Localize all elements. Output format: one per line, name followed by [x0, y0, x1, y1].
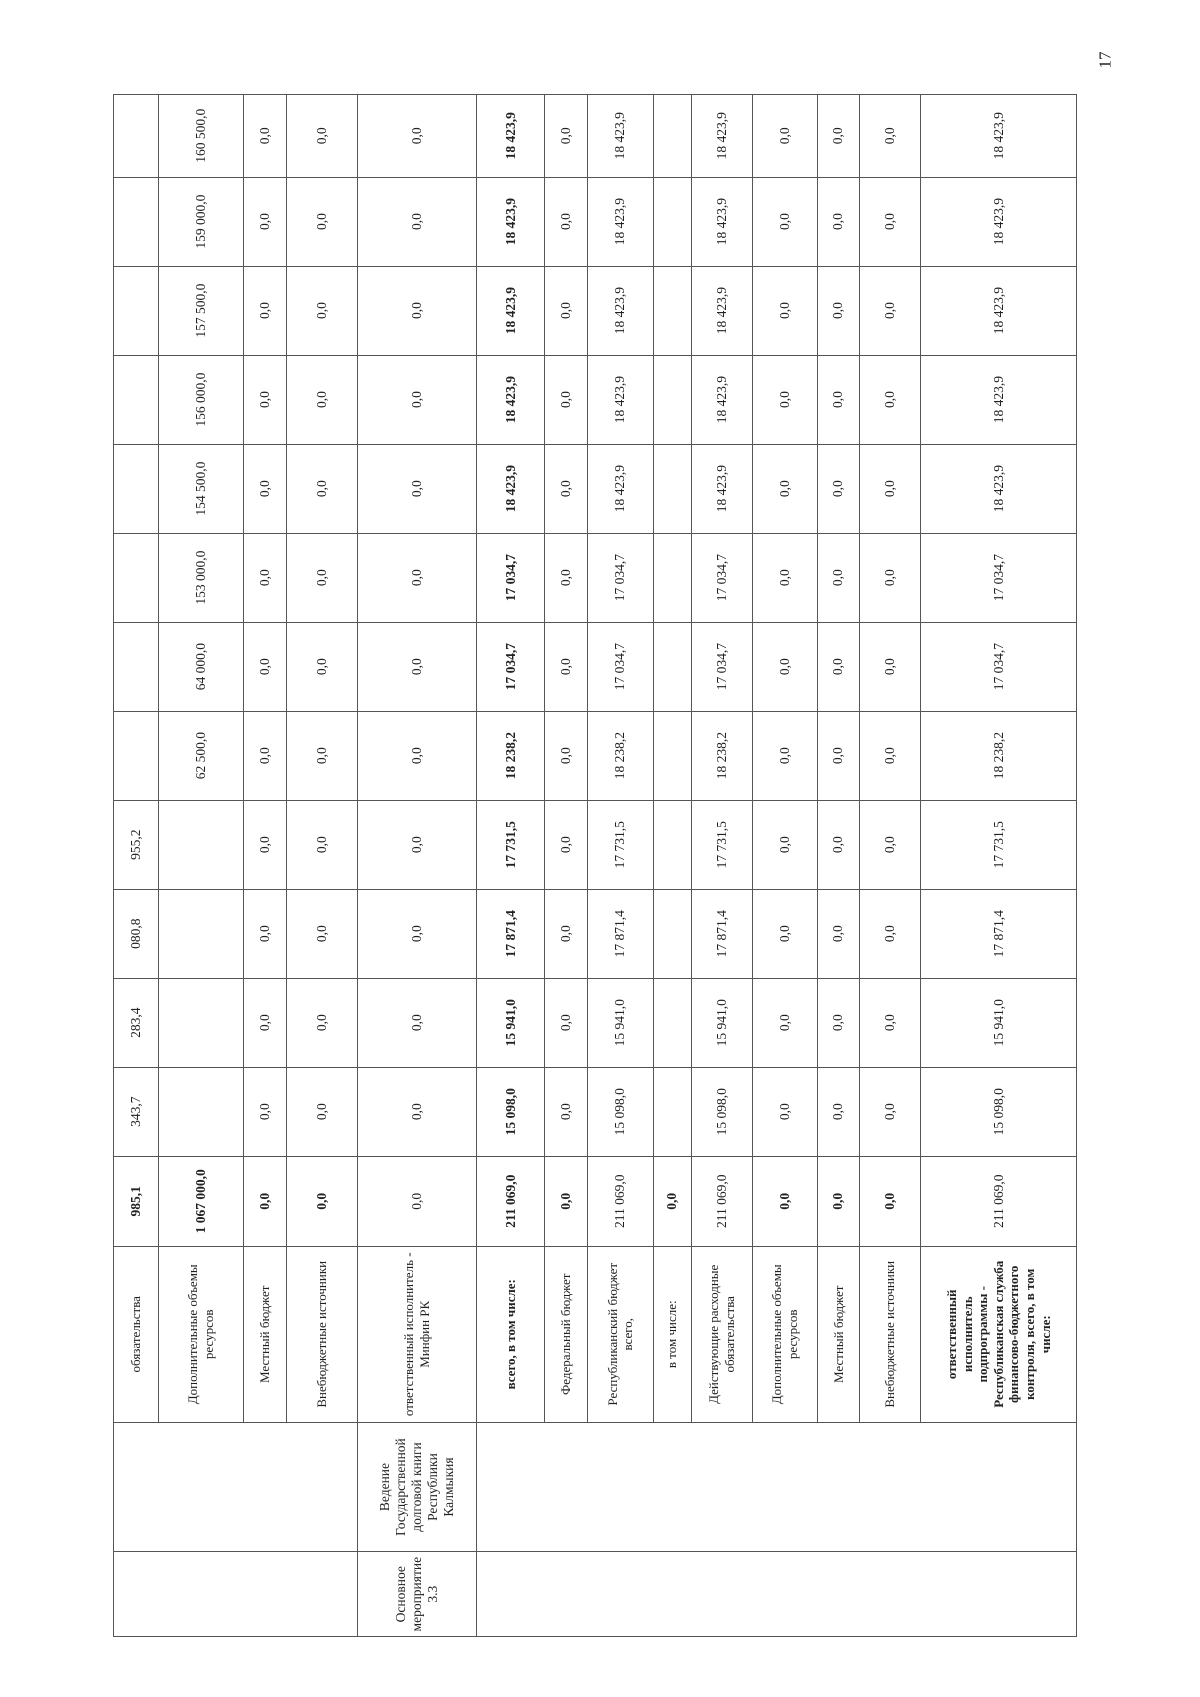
value-cell: 0,0 — [545, 266, 587, 355]
value-cell: 0,0 — [357, 1067, 476, 1156]
value-cell: 0,0 — [817, 177, 859, 266]
value-cell: 0,0 — [287, 800, 358, 889]
value-cell — [653, 177, 691, 266]
value-cell: 0,0 — [817, 1156, 859, 1246]
value-cell: 17 731,5 — [477, 800, 545, 889]
table-row — [477, 95, 545, 1637]
value-cell: 0,0 — [860, 355, 921, 444]
value-cell — [158, 800, 243, 889]
table-row — [653, 95, 691, 1637]
value-cell: 0,0 — [243, 533, 287, 622]
value-cell: 0,0 — [860, 1067, 921, 1156]
value-cell: 0,0 — [287, 444, 358, 533]
value-cell: 0,0 — [817, 266, 859, 355]
value-cell: 0,0 — [243, 711, 287, 800]
value-cell: 18 423,9 — [921, 177, 1077, 266]
value-cell: 18 423,9 — [477, 266, 545, 355]
value-cell: 17 731,5 — [921, 800, 1077, 889]
value-cell: 17 034,7 — [921, 622, 1077, 711]
value-cell: 18 423,9 — [587, 95, 653, 178]
value-cell: 17 034,7 — [477, 533, 545, 622]
value-cell — [114, 533, 159, 622]
value-cell: 17 871,4 — [587, 889, 653, 978]
value-cell: 0,0 — [357, 800, 476, 889]
value-cell: 0,0 — [287, 1067, 358, 1156]
value-cell — [158, 889, 243, 978]
value-cell: 64 000,0 — [158, 622, 243, 711]
value-cell: 18 423,9 — [691, 177, 752, 266]
value-cell: 955,2 — [114, 800, 159, 889]
value-cell: 1 067 000,0 — [158, 1156, 243, 1246]
value-cell: 153 000,0 — [158, 533, 243, 622]
table-row — [587, 95, 653, 1637]
value-cell: 17 731,5 — [691, 800, 752, 889]
value-cell: 283,4 — [114, 978, 159, 1067]
value-cell: 0,0 — [752, 889, 817, 978]
value-cell: 0,0 — [357, 177, 476, 266]
value-cell: 0,0 — [357, 1156, 476, 1246]
value-cell: 0,0 — [545, 355, 587, 444]
row-label: Республиканский бюджет всего, — [587, 1246, 653, 1422]
value-cell: 18 423,9 — [921, 444, 1077, 533]
value-cell: 154 500,0 — [158, 444, 243, 533]
value-cell: 0,0 — [545, 1156, 587, 1246]
program-name-cell — [114, 1422, 358, 1552]
row-label: Дополнительные объемы ресурсов — [752, 1246, 817, 1422]
value-cell: 159 000,0 — [158, 177, 243, 266]
value-cell: 0,0 — [545, 95, 587, 178]
row-label: Местный бюджет — [243, 1246, 287, 1422]
value-cell: 0,0 — [752, 355, 817, 444]
row-label: всего, в том числе: — [477, 1246, 545, 1422]
group-cell — [477, 1552, 1077, 1637]
value-cell — [653, 533, 691, 622]
value-cell: 18 423,9 — [921, 95, 1077, 178]
value-cell: 0,0 — [545, 978, 587, 1067]
value-cell: 18 238,2 — [921, 711, 1077, 800]
value-cell: 0,0 — [860, 444, 921, 533]
value-cell: 0,0 — [357, 95, 476, 178]
value-cell: 0,0 — [545, 444, 587, 533]
value-cell: 0,0 — [287, 1156, 358, 1246]
value-cell: 15 098,0 — [921, 1067, 1077, 1156]
value-cell — [653, 622, 691, 711]
value-cell: 0,0 — [357, 711, 476, 800]
value-cell: 0,0 — [357, 533, 476, 622]
value-cell: 211 069,0 — [587, 1156, 653, 1246]
value-cell: 0,0 — [817, 1067, 859, 1156]
value-cell: 160 500,0 — [158, 95, 243, 178]
value-cell: 18 423,9 — [477, 355, 545, 444]
value-cell: 0,0 — [357, 978, 476, 1067]
value-cell: 15 098,0 — [587, 1067, 653, 1156]
value-cell: 0,0 — [752, 266, 817, 355]
value-cell: 0,0 — [287, 978, 358, 1067]
table-row — [545, 95, 587, 1637]
value-cell: 156 000,0 — [158, 355, 243, 444]
value-cell: 18 423,9 — [587, 177, 653, 266]
value-cell: 0,0 — [860, 1156, 921, 1246]
group-cell: Основное мероприятие 3.3 — [357, 1552, 476, 1637]
value-cell — [114, 266, 159, 355]
value-cell: 15 098,0 — [477, 1067, 545, 1156]
value-cell: 0,0 — [817, 711, 859, 800]
value-cell: 18 423,9 — [691, 95, 752, 178]
value-cell: 211 069,0 — [477, 1156, 545, 1246]
value-cell — [114, 444, 159, 533]
value-cell: 0,0 — [653, 1156, 691, 1246]
value-cell: 0,0 — [243, 1156, 287, 1246]
value-cell: 0,0 — [860, 800, 921, 889]
value-cell — [653, 444, 691, 533]
table-row — [752, 95, 817, 1637]
value-cell: 211 069,0 — [921, 1156, 1077, 1246]
value-cell — [653, 266, 691, 355]
value-cell: 0,0 — [860, 978, 921, 1067]
value-cell: 15 941,0 — [691, 978, 752, 1067]
value-cell — [114, 355, 159, 444]
value-cell: 0,0 — [243, 266, 287, 355]
value-cell — [114, 711, 159, 800]
value-cell: 18 423,9 — [477, 177, 545, 266]
row-label: Местный бюджет — [817, 1246, 859, 1422]
value-cell: 18 423,9 — [587, 444, 653, 533]
value-cell: 17 034,7 — [921, 533, 1077, 622]
program-name-cell: Ведение Государственной долговой книги Республики Калмыкия — [357, 1422, 476, 1552]
value-cell: 18 423,9 — [921, 355, 1077, 444]
value-cell: 0,0 — [752, 978, 817, 1067]
table-row — [817, 95, 859, 1637]
value-cell: 17 034,7 — [691, 533, 752, 622]
row-label: Внебюджетные источники — [287, 1246, 358, 1422]
value-cell: 0,0 — [860, 177, 921, 266]
value-cell: 0,0 — [357, 266, 476, 355]
value-cell: 0,0 — [817, 800, 859, 889]
value-cell: 0,0 — [287, 177, 358, 266]
value-cell: 17 871,4 — [921, 889, 1077, 978]
row-label: Федеральный бюджет — [545, 1246, 587, 1422]
value-cell: 0,0 — [243, 95, 287, 178]
row-label: ответственный исполнитель подпрограммы - Республиканская служба финансово-бюджетного контроля, всего, в том числе: — [921, 1246, 1077, 1422]
value-cell: 0,0 — [287, 889, 358, 978]
value-cell: 18 238,2 — [587, 711, 653, 800]
value-cell: 0,0 — [243, 800, 287, 889]
budget-table — [113, 94, 1077, 1637]
value-cell: 15 941,0 — [921, 978, 1077, 1067]
table-row — [243, 95, 287, 1637]
table-row — [158, 95, 243, 1637]
value-cell: 0,0 — [243, 978, 287, 1067]
value-cell: 080,8 — [114, 889, 159, 978]
value-cell: 0,0 — [817, 978, 859, 1067]
value-cell: 17 034,7 — [691, 622, 752, 711]
value-cell: 211 069,0 — [691, 1156, 752, 1246]
value-cell: 62 500,0 — [158, 711, 243, 800]
value-cell: 0,0 — [860, 533, 921, 622]
value-cell: 0,0 — [752, 711, 817, 800]
value-cell: 0,0 — [545, 1067, 587, 1156]
value-cell: 0,0 — [243, 889, 287, 978]
value-cell: 17 871,4 — [477, 889, 545, 978]
value-cell: 0,0 — [243, 177, 287, 266]
value-cell: 17 871,4 — [691, 889, 752, 978]
value-cell — [653, 355, 691, 444]
value-cell — [653, 1067, 691, 1156]
value-cell: 0,0 — [752, 1156, 817, 1246]
value-cell: 0,0 — [287, 622, 358, 711]
value-cell: 17 731,5 — [587, 800, 653, 889]
value-cell: 18 238,2 — [691, 711, 752, 800]
value-cell — [114, 622, 159, 711]
value-cell: 985,1 — [114, 1156, 159, 1246]
value-cell: 18 423,9 — [587, 355, 653, 444]
value-cell — [653, 889, 691, 978]
value-cell: 15 941,0 — [477, 978, 545, 1067]
value-cell: 0,0 — [817, 95, 859, 178]
row-label: Внебюджетные источники — [860, 1246, 921, 1422]
value-cell: 17 034,7 — [477, 622, 545, 711]
value-cell: 18 238,2 — [477, 711, 545, 800]
value-cell: 0,0 — [545, 800, 587, 889]
value-cell — [653, 800, 691, 889]
value-cell: 0,0 — [817, 622, 859, 711]
page-number: 17 — [1095, 51, 1115, 69]
value-cell: 0,0 — [817, 355, 859, 444]
table-row — [287, 95, 358, 1637]
value-cell: 18 423,9 — [691, 355, 752, 444]
value-cell: 0,0 — [545, 177, 587, 266]
value-cell: 343,7 — [114, 1067, 159, 1156]
value-cell: 17 034,7 — [587, 533, 653, 622]
value-cell: 0,0 — [545, 711, 587, 800]
table-row — [921, 95, 1077, 1637]
program-name-cell — [477, 1422, 1077, 1552]
table-row — [860, 95, 921, 1637]
value-cell: 0,0 — [287, 266, 358, 355]
value-cell: 0,0 — [287, 533, 358, 622]
row-label: Действующие расходные обязательства — [691, 1246, 752, 1422]
value-cell: 15 941,0 — [587, 978, 653, 1067]
value-cell: 0,0 — [243, 622, 287, 711]
value-cell: 0,0 — [357, 355, 476, 444]
value-cell: 0,0 — [752, 1067, 817, 1156]
row-label: ответственный исполнитель - Минфин РК — [357, 1246, 476, 1422]
value-cell: 15 098,0 — [691, 1067, 752, 1156]
value-cell: 0,0 — [752, 533, 817, 622]
value-cell: 0,0 — [545, 622, 587, 711]
value-cell: 0,0 — [357, 622, 476, 711]
row-label: в том числе: — [653, 1246, 691, 1422]
value-cell: 157 500,0 — [158, 266, 243, 355]
value-cell: 0,0 — [817, 533, 859, 622]
value-cell: 0,0 — [357, 889, 476, 978]
value-cell — [653, 978, 691, 1067]
rotated-table-container — [113, 94, 1077, 1637]
row-label: обязательства — [114, 1246, 159, 1422]
value-cell: 18 423,9 — [921, 266, 1077, 355]
value-cell: 0,0 — [357, 444, 476, 533]
value-cell — [114, 95, 159, 178]
value-cell: 0,0 — [752, 95, 817, 178]
value-cell: 0,0 — [287, 711, 358, 800]
value-cell: 18 423,9 — [691, 444, 752, 533]
value-cell — [158, 978, 243, 1067]
value-cell: 18 423,9 — [477, 444, 545, 533]
table-row — [114, 95, 159, 1637]
group-cell — [114, 1552, 358, 1637]
value-cell: 18 423,9 — [587, 266, 653, 355]
table-row — [691, 95, 752, 1637]
value-cell: 0,0 — [545, 889, 587, 978]
value-cell: 0,0 — [860, 711, 921, 800]
value-cell: 0,0 — [817, 444, 859, 533]
value-cell: 18 423,9 — [691, 266, 752, 355]
value-cell: 0,0 — [243, 444, 287, 533]
value-cell: 0,0 — [243, 355, 287, 444]
value-cell: 0,0 — [752, 177, 817, 266]
value-cell: 0,0 — [860, 95, 921, 178]
value-cell: 18 423,9 — [477, 95, 545, 178]
value-cell: 0,0 — [752, 800, 817, 889]
value-cell — [653, 95, 691, 178]
value-cell: 0,0 — [860, 889, 921, 978]
value-cell: 0,0 — [752, 622, 817, 711]
value-cell: 0,0 — [817, 889, 859, 978]
row-label: Дополнительные объемы ресурсов — [158, 1246, 243, 1422]
value-cell — [114, 177, 159, 266]
table-row — [357, 95, 476, 1637]
value-cell: 0,0 — [545, 533, 587, 622]
value-cell: 0,0 — [287, 355, 358, 444]
value-cell: 0,0 — [243, 1067, 287, 1156]
value-cell: 0,0 — [752, 444, 817, 533]
value-cell: 0,0 — [860, 266, 921, 355]
value-cell — [653, 711, 691, 800]
value-cell: 0,0 — [287, 95, 358, 178]
value-cell — [158, 1067, 243, 1156]
value-cell: 17 034,7 — [587, 622, 653, 711]
value-cell: 0,0 — [860, 622, 921, 711]
